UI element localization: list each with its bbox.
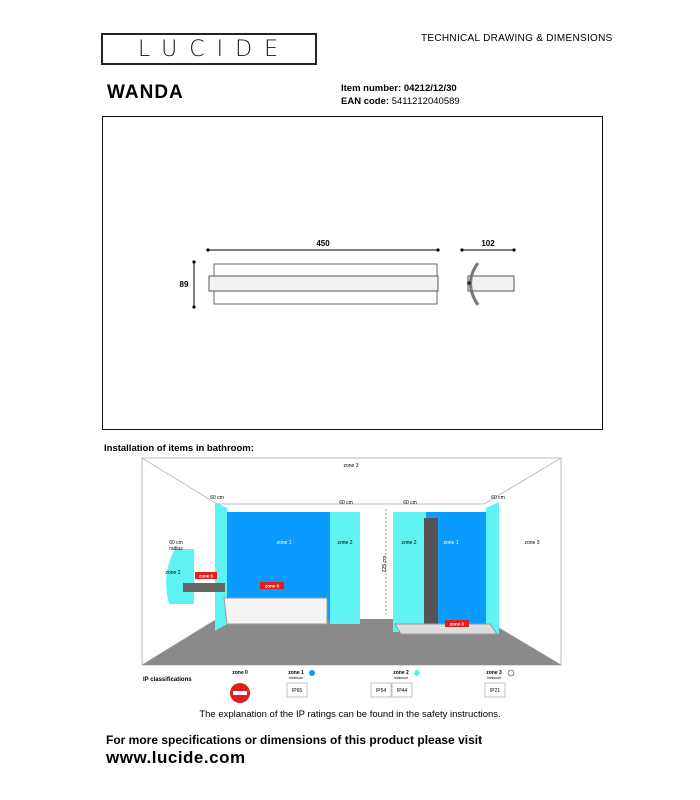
bathroom-heading: Installation of items in bathroom: [104,443,254,454]
dimension-dot [436,248,439,251]
zone2-right-wall [486,502,499,634]
dimension-dot [206,248,209,251]
bathroom-zones-illustration [139,456,563,714]
item-info [341,82,460,108]
dimension-dot [460,248,463,251]
height-label: 89 [179,280,189,289]
cm60-mid-b-label: 60 cm [403,500,417,506]
technical-drawing-frame [102,116,603,430]
dimension-dot [192,305,195,308]
length-label: 450 [316,239,330,248]
ip-zone0-label: zone 0 [232,670,248,676]
zone2-shower-side [393,512,426,632]
zone1-shower-label: zone 1 [443,540,459,546]
zone3-right-label: zone 3 [524,540,540,546]
more-specs-text: For more specifications or dimensions of this product please visit [106,733,483,747]
ip-zone1-sub: minimum [288,676,304,680]
dimension-dot [512,248,515,251]
fixture-front-bar [209,276,438,291]
ip-zone1-label: zone 1 [288,670,304,676]
ip54-label: IP54 [375,688,387,694]
ip44-label: IP44 [396,688,408,694]
height-marker-label: 225 cm [382,555,388,573]
zone1-bath-label: zone 1 [276,540,292,546]
zone2-bath-side [330,512,360,624]
shower-screen [424,518,438,624]
ip-classifications-title: IP classifications [143,677,192,683]
ip-zone3-label: zone 3 [486,670,502,676]
cm60-left-label: 60 cm [210,495,224,501]
washbasin [183,583,225,592]
ip-zone3-sub: minimum [486,676,502,680]
website-link[interactable]: www.lucide.com [106,748,246,767]
bathtub [224,598,327,624]
fixture-side-pivot [467,281,471,285]
zone0-basin-label: zone 0 [198,573,214,579]
fixture-side-arm [468,276,514,291]
item-number-value: 04212/12/30 [403,83,457,94]
zone2-color-dot [414,670,420,676]
ean-label: EAN code: [341,96,390,107]
product-name: WANDA [107,82,184,103]
item-number-row [341,82,460,95]
zone2-bath-label: zone 2 [337,540,353,546]
zone2-basin-label: zone 2 [165,570,181,576]
ip65-label: IP65 [291,688,303,694]
zone0-bath-label: zone 0 [264,583,280,589]
zone3-top-label: zone 3 [343,463,359,469]
no-entry-bar [233,691,247,695]
ip-zone2-label: zone 2 [393,670,409,676]
zone1-color-dot [309,670,315,676]
cm60-mid-a-label: 60 cm [339,500,353,506]
dimension-dot [192,260,195,263]
ean-value: 5411212040589 [391,96,460,107]
cm60-right-label: 60 cm [491,495,505,501]
zone2-shower-label: zone 2 [401,540,417,546]
item-number-label: Item number: [341,83,402,94]
zone3-color-dot [508,670,514,676]
document-type: TECHNICAL DRAWING & DIMENSIONS [421,33,613,44]
radius-cm-label: 60 cm [169,540,183,546]
ip-explanation: The explanation of the IP ratings can be found in the safety instructions. [199,709,501,720]
ean-row [341,95,460,108]
ip21-label: IP21 [489,688,501,694]
radius-word-label: radius [169,546,183,552]
zone0-shower-label: zone 0 [449,621,465,627]
depth-label: 102 [481,239,495,248]
lucide-logo: LUCIDE [101,33,317,65]
technical-drawing [103,117,602,429]
ip-zone2-sub: minimum [393,676,409,680]
